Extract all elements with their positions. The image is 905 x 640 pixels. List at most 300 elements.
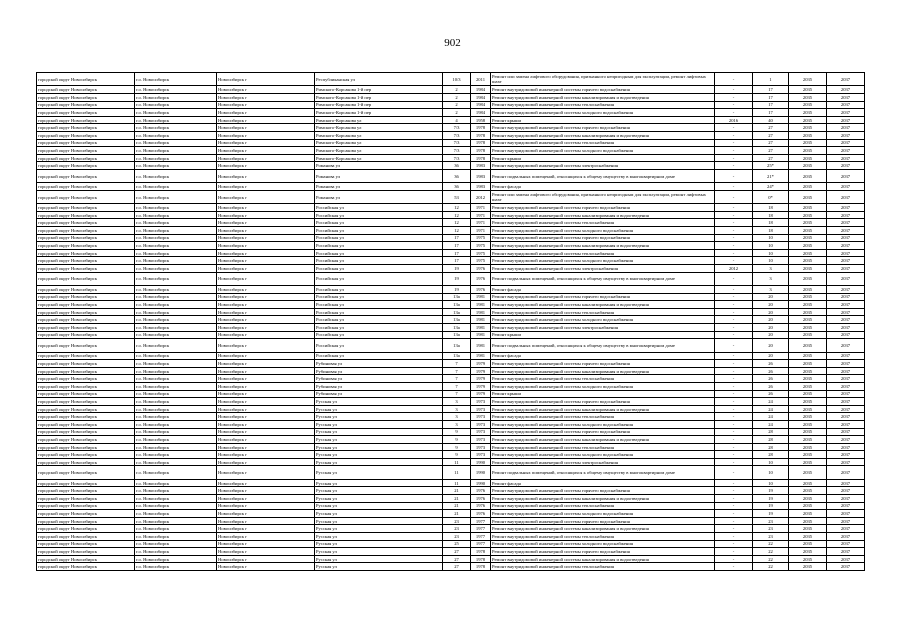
last-repair-year-cell: - <box>715 101 753 109</box>
build-year-cell: 1977 <box>471 525 491 533</box>
district-cell: городской округ Новосибирск <box>37 517 135 525</box>
build-year-cell: 1981 <box>471 339 491 352</box>
table-row <box>37 382 865 390</box>
work-type-cell: Ремонт внутридомовой инженерной системы горячего водоснабжения <box>491 398 715 406</box>
wear-percent-cell: 0* <box>753 190 789 203</box>
wear-percent-cell: 19 <box>753 487 789 495</box>
last-repair-year-cell: - <box>715 495 753 503</box>
period-end-cell: 2037 <box>827 390 865 398</box>
period-start-cell: 2035 <box>789 93 827 101</box>
district-cell: городской округ Новосибирск <box>37 93 135 101</box>
city-cell: Новосибирск г <box>217 257 315 265</box>
period-end-cell: 2037 <box>827 227 865 235</box>
table-row <box>37 211 865 219</box>
wear-percent-cell: 10 <box>753 479 789 487</box>
last-repair-year-cell: - <box>715 339 753 352</box>
last-repair-year-cell: - <box>715 234 753 242</box>
last-repair-year-cell: - <box>715 533 753 541</box>
table-row <box>37 510 865 518</box>
last-repair-year-cell: - <box>715 324 753 332</box>
build-year-cell: 1971 <box>471 211 491 219</box>
build-year-cell: 1978 <box>471 548 491 556</box>
settlement-cell: г.о. Новосибирск <box>135 466 217 479</box>
table-row <box>37 331 865 339</box>
table-row <box>37 555 865 563</box>
wear-percent-cell: 17 <box>753 109 789 117</box>
period-end-cell: 2037 <box>827 101 865 109</box>
period-end-cell: 2037 <box>827 540 865 548</box>
period-start-cell: 2035 <box>789 331 827 339</box>
city-cell: Новосибирск г <box>217 308 315 316</box>
last-repair-year-cell: - <box>715 510 753 518</box>
district-cell: городской округ Новосибирск <box>37 487 135 495</box>
work-type-cell: Ремонт внутридомовой инженерной системы электроснабжения <box>491 324 715 332</box>
last-repair-year-cell: - <box>715 316 753 324</box>
build-year-cell: 2012 <box>471 190 491 203</box>
table-row <box>37 265 865 273</box>
work-type-cell: Ремонт внутридомовой инженерной системы теплоснабжения <box>491 375 715 383</box>
district-cell: городской округ Новосибирск <box>37 227 135 235</box>
street-cell: Русская ул <box>315 540 443 548</box>
table-row <box>37 451 865 459</box>
period-end-cell: 2037 <box>827 86 865 94</box>
period-start-cell: 2035 <box>789 367 827 375</box>
period-end-cell: 2037 <box>827 204 865 212</box>
settlement-cell: г.о. Новосибирск <box>135 339 217 352</box>
settlement-cell: г.о. Новосибирск <box>135 420 217 428</box>
wear-percent-cell: 28 <box>753 443 789 451</box>
period-start-cell: 2035 <box>789 257 827 265</box>
period-start-cell: 2035 <box>789 548 827 556</box>
period-start-cell: 2035 <box>789 211 827 219</box>
street-cell: Русская ул <box>315 466 443 479</box>
wear-percent-cell: 27 <box>753 154 789 162</box>
period-start-cell: 2035 <box>789 162 827 170</box>
city-cell: Новосибирск г <box>217 131 315 139</box>
table-row <box>37 339 865 352</box>
period-start-cell: 2035 <box>789 301 827 309</box>
wear-percent-cell: 26 <box>753 360 789 368</box>
work-type-cell: Ремонт внутридомовой инженерной системы теплоснабжения <box>491 563 715 571</box>
period-start-cell: 2035 <box>789 517 827 525</box>
settlement-cell: г.о. Новосибирск <box>135 428 217 436</box>
period-start-cell: 2035 <box>789 286 827 294</box>
last-repair-year-cell: - <box>715 479 753 487</box>
build-year-cell: 1973 <box>471 451 491 459</box>
period-end-cell: 2037 <box>827 162 865 170</box>
street-cell: Русская ул <box>315 436 443 444</box>
period-start-cell: 2035 <box>789 466 827 479</box>
period-start-cell: 2035 <box>789 479 827 487</box>
work-type-cell: Ремонт внутридомовой инженерной системы горячего водоснабжения <box>491 204 715 212</box>
city-cell: Новосибирск г <box>217 154 315 162</box>
wear-percent-cell: 20 <box>753 324 789 332</box>
last-repair-year-cell: - <box>715 502 753 510</box>
period-start-cell: 2035 <box>789 234 827 242</box>
period-start-cell: 2035 <box>789 190 827 203</box>
build-year-cell: 1973 <box>471 443 491 451</box>
street-cell: Рубиновая ул <box>315 390 443 398</box>
house-number-cell: 13а <box>443 308 471 316</box>
build-year-cell: 1975 <box>471 257 491 265</box>
wear-percent-cell: 22 <box>753 548 789 556</box>
table-row <box>37 420 865 428</box>
district-cell: городской округ Новосибирск <box>37 466 135 479</box>
settlement-cell: г.о. Новосибирск <box>135 265 217 273</box>
last-repair-year-cell: - <box>715 451 753 459</box>
district-cell: городской округ Новосибирск <box>37 413 135 421</box>
city-cell: Новосибирск г <box>217 420 315 428</box>
house-number-cell: 7/3 <box>443 131 471 139</box>
work-type-cell: Ремонт внутридомовой инженерной системы электроснабжения <box>491 265 715 273</box>
house-number-cell: 17 <box>443 249 471 257</box>
table-row <box>37 73 865 86</box>
house-number-cell: 11 <box>443 479 471 487</box>
table-row <box>37 405 865 413</box>
work-type-cell: Ремонт внутридомовой инженерной системы горячего водоснабжения <box>491 124 715 132</box>
settlement-cell: г.о. Новосибирск <box>135 555 217 563</box>
last-repair-year-cell: - <box>715 154 753 162</box>
build-year-cell: 1978 <box>471 139 491 147</box>
table-row <box>37 234 865 242</box>
house-number-cell: 19 <box>443 265 471 273</box>
city-cell: Новосибирск г <box>217 139 315 147</box>
district-cell: городской округ Новосибирск <box>37 265 135 273</box>
work-type-cell: Ремонт внутридомовой инженерной системы теплоснабжения <box>491 219 715 227</box>
table-row <box>37 86 865 94</box>
street-cell: Римского-Корсакова ул <box>315 154 443 162</box>
district-cell: городской округ Новосибирск <box>37 360 135 368</box>
wear-percent-cell: 27 <box>753 124 789 132</box>
city-cell: Новосибирск г <box>217 443 315 451</box>
period-end-cell: 2037 <box>827 249 865 257</box>
district-cell: городской округ Новосибирск <box>37 331 135 339</box>
work-type-cell: Ремонт внутридомовой инженерной системы канализирования и водоотведения <box>491 495 715 503</box>
table-row <box>37 124 865 132</box>
table-row <box>37 436 865 444</box>
district-cell: городской округ Новосибирск <box>37 405 135 413</box>
district-cell: городской округ Новосибирск <box>37 451 135 459</box>
wear-percent-cell: 19 <box>753 495 789 503</box>
city-cell: Новосибирск г <box>217 451 315 459</box>
house-number-cell: 27 <box>443 555 471 563</box>
wear-percent-cell: 27 <box>753 147 789 155</box>
house-number-cell: 36 <box>443 183 471 191</box>
wear-percent-cell: 20 <box>753 293 789 301</box>
work-type-cell: Ремонт фасада <box>491 479 715 487</box>
build-year-cell: 1971 <box>471 227 491 235</box>
city-cell: Новосибирск г <box>217 525 315 533</box>
work-type-cell: Ремонт внутридомовой инженерной системы канализирования и водоотведения <box>491 242 715 250</box>
house-number-cell: 3 <box>443 405 471 413</box>
period-start-cell: 2035 <box>789 101 827 109</box>
period-end-cell: 2037 <box>827 286 865 294</box>
build-year-cell: 1978 <box>471 154 491 162</box>
wear-percent-cell: 28 <box>753 451 789 459</box>
settlement-cell: г.о. Новосибирск <box>135 101 217 109</box>
last-repair-year-cell: - <box>715 124 753 132</box>
period-end-cell: 2037 <box>827 219 865 227</box>
period-start-cell: 2035 <box>789 86 827 94</box>
last-repair-year-cell: - <box>715 249 753 257</box>
district-cell: городской округ Новосибирск <box>37 293 135 301</box>
last-repair-year-cell: - <box>715 93 753 101</box>
district-cell: городской округ Новосибирск <box>37 139 135 147</box>
table-row <box>37 533 865 541</box>
last-repair-year-cell: - <box>715 293 753 301</box>
city-cell: Новосибирск г <box>217 510 315 518</box>
wear-percent-cell: 18 <box>753 204 789 212</box>
period-start-cell: 2035 <box>789 324 827 332</box>
house-number-cell: 27 <box>443 548 471 556</box>
table-row <box>37 324 865 332</box>
build-year-cell: 1973 <box>471 413 491 421</box>
table-row <box>37 502 865 510</box>
period-end-cell: 2037 <box>827 257 865 265</box>
house-number-cell: 11 <box>443 466 471 479</box>
settlement-cell: г.о. Новосибирск <box>135 517 217 525</box>
period-end-cell: 2037 <box>827 436 865 444</box>
settlement-cell: г.о. Новосибирск <box>135 93 217 101</box>
city-cell: Новосибирск г <box>217 124 315 132</box>
wear-percent-cell: 40 <box>753 116 789 124</box>
build-year-cell: 1981 <box>471 301 491 309</box>
settlement-cell: г.о. Новосибирск <box>135 367 217 375</box>
settlement-cell: г.о. Новосибирск <box>135 162 217 170</box>
street-cell: Романова ул <box>315 183 443 191</box>
city-cell: Новосибирск г <box>217 413 315 421</box>
repair-schedule-table <box>36 72 865 571</box>
table-row <box>37 227 865 235</box>
district-cell: городской округ Новосибирск <box>37 109 135 117</box>
build-year-cell: 1979 <box>471 360 491 368</box>
period-end-cell: 2037 <box>827 479 865 487</box>
house-number-cell: 13а <box>443 293 471 301</box>
house-number-cell: 25 <box>443 540 471 548</box>
build-year-cell: 1981 <box>471 324 491 332</box>
settlement-cell: г.о. Новосибирск <box>135 502 217 510</box>
last-repair-year-cell: - <box>715 286 753 294</box>
table-row <box>37 563 865 571</box>
house-number-cell: 10/3 <box>443 73 471 86</box>
table-row <box>37 375 865 383</box>
period-end-cell: 2037 <box>827 555 865 563</box>
work-type-cell: Ремонт внутридомовой инженерной системы холодного водоснабжения <box>491 316 715 324</box>
period-start-cell: 2035 <box>789 73 827 86</box>
settlement-cell: г.о. Новосибирск <box>135 525 217 533</box>
work-type-cell: Ремонт внутридомовой инженерной системы горячего водоснабжения <box>491 548 715 556</box>
district-cell: городской округ Новосибирск <box>37 495 135 503</box>
work-type-cell: Ремонт внутридомовой инженерной системы холодного водоснабжения <box>491 109 715 117</box>
period-end-cell: 2037 <box>827 316 865 324</box>
period-end-cell: 2037 <box>827 451 865 459</box>
city-cell: Новосибирск г <box>217 73 315 86</box>
district-cell: городской округ Новосибирск <box>37 116 135 124</box>
last-repair-year-cell: - <box>715 242 753 250</box>
street-cell: Романова ул <box>315 162 443 170</box>
table-row <box>37 147 865 155</box>
last-repair-year-cell: - <box>715 272 753 285</box>
street-cell: Российская ул <box>315 257 443 265</box>
settlement-cell: г.о. Новосибирск <box>135 219 217 227</box>
last-repair-year-cell: - <box>715 540 753 548</box>
settlement-cell: г.о. Новосибирск <box>135 301 217 309</box>
settlement-cell: г.о. Новосибирск <box>135 73 217 86</box>
house-number-cell: 23 <box>443 533 471 541</box>
work-type-cell: Ремонт внутридомовой инженерной системы горячего водоснабжения <box>491 428 715 436</box>
house-number-cell: 12 <box>443 204 471 212</box>
period-start-cell: 2035 <box>789 154 827 162</box>
work-type-cell: Ремонт внутридомовой инженерной системы горячего водоснабжения <box>491 517 715 525</box>
house-number-cell: 36 <box>443 162 471 170</box>
period-start-cell: 2035 <box>789 139 827 147</box>
period-start-cell: 2035 <box>789 540 827 548</box>
district-cell: городской округ Новосибирск <box>37 219 135 227</box>
district-cell: городской округ Новосибирск <box>37 249 135 257</box>
work-type-cell: Ремонт фасада <box>491 183 715 191</box>
table-row <box>37 316 865 324</box>
city-cell: Новосибирск г <box>217 316 315 324</box>
city-cell: Новосибирск г <box>217 540 315 548</box>
settlement-cell: г.о. Новосибирск <box>135 405 217 413</box>
period-start-cell: 2035 <box>789 502 827 510</box>
settlement-cell: г.о. Новосибирск <box>135 190 217 203</box>
work-type-cell: Ремонт внутридомовой инженерной системы горячего водоснабжения <box>491 293 715 301</box>
period-start-cell: 2035 <box>789 293 827 301</box>
wear-percent-cell: 17 <box>753 93 789 101</box>
house-number-cell: 53 <box>443 190 471 203</box>
settlement-cell: г.о. Новосибирск <box>135 563 217 571</box>
settlement-cell: г.о. Новосибирск <box>135 139 217 147</box>
period-start-cell: 2035 <box>789 249 827 257</box>
settlement-cell: г.о. Новосибирск <box>135 443 217 451</box>
street-cell: Римского-Корсакова ул <box>315 131 443 139</box>
period-end-cell: 2037 <box>827 405 865 413</box>
street-cell: Русская ул <box>315 555 443 563</box>
street-cell: Римского-Корсакова ул <box>315 147 443 155</box>
city-cell: Новосибирск г <box>217 405 315 413</box>
period-end-cell: 2037 <box>827 93 865 101</box>
city-cell: Новосибирск г <box>217 227 315 235</box>
house-number-cell: 21 <box>443 510 471 518</box>
period-start-cell: 2035 <box>789 131 827 139</box>
settlement-cell: г.о. Новосибирск <box>135 116 217 124</box>
settlement-cell: г.о. Новосибирск <box>135 147 217 155</box>
settlement-cell: г.о. Новосибирск <box>135 533 217 541</box>
last-repair-year-cell: - <box>715 162 753 170</box>
house-number-cell: 21 <box>443 502 471 510</box>
wear-percent-cell: 22 <box>753 563 789 571</box>
wear-percent-cell: 27 <box>753 139 789 147</box>
street-cell: Российская ул <box>315 293 443 301</box>
last-repair-year-cell: - <box>715 555 753 563</box>
city-cell: Новосибирск г <box>217 162 315 170</box>
wear-percent-cell: 3 <box>753 272 789 285</box>
district-cell: городской округ Новосибирск <box>37 458 135 466</box>
period-end-cell: 2037 <box>827 413 865 421</box>
table-row <box>37 272 865 285</box>
table-row <box>37 413 865 421</box>
city-cell: Новосибирск г <box>217 563 315 571</box>
street-cell: Русская ул <box>315 533 443 541</box>
district-cell: городской округ Новосибирск <box>37 436 135 444</box>
last-repair-year-cell: - <box>715 257 753 265</box>
street-cell: Русская ул <box>315 405 443 413</box>
street-cell: Римского-Корсакова 1-й пер <box>315 86 443 94</box>
wear-percent-cell: 28 <box>753 436 789 444</box>
street-cell: Римского-Корсакова 1-й пер <box>315 93 443 101</box>
wear-percent-cell: 24 <box>753 413 789 421</box>
last-repair-year-cell: - <box>715 139 753 147</box>
wear-percent-cell: 10 <box>753 249 789 257</box>
period-start-cell: 2035 <box>789 563 827 571</box>
table-row <box>37 487 865 495</box>
city-cell: Новосибирск г <box>217 190 315 203</box>
district-cell: городской округ Новосибирск <box>37 382 135 390</box>
work-type-cell: Ремонт внутридомовой инженерной системы теплоснабжения <box>491 139 715 147</box>
house-number-cell: 27 <box>443 563 471 571</box>
wear-percent-cell: 10 <box>753 458 789 466</box>
build-year-cell: 1984 <box>471 93 491 101</box>
house-number-cell: 2 <box>443 109 471 117</box>
house-number-cell: 7/3 <box>443 124 471 132</box>
period-end-cell: 2037 <box>827 308 865 316</box>
district-cell: городской округ Новосибирск <box>37 443 135 451</box>
last-repair-year-cell: 2012 <box>715 265 753 273</box>
city-cell: Новосибирск г <box>217 436 315 444</box>
wear-percent-cell: 24* <box>753 183 789 191</box>
period-end-cell: 2037 <box>827 502 865 510</box>
city-cell: Новосибирск г <box>217 458 315 466</box>
house-number-cell: 7 <box>443 382 471 390</box>
street-cell: Русская ул <box>315 517 443 525</box>
settlement-cell: г.о. Новосибирск <box>135 540 217 548</box>
settlement-cell: г.о. Новосибирск <box>135 286 217 294</box>
period-start-cell: 2035 <box>789 555 827 563</box>
build-year-cell: 1976 <box>471 502 491 510</box>
table-row <box>37 352 865 360</box>
house-number-cell: 4 <box>443 116 471 124</box>
table-row <box>37 360 865 368</box>
settlement-cell: г.о. Новосибирск <box>135 436 217 444</box>
work-type-cell: Ремонт внутридомовой инженерной системы холодного водоснабжения <box>491 451 715 459</box>
period-start-cell: 2035 <box>789 533 827 541</box>
settlement-cell: г.о. Новосибирск <box>135 324 217 332</box>
period-start-cell: 2035 <box>789 124 827 132</box>
period-end-cell: 2037 <box>827 352 865 360</box>
page-number: 902 <box>444 37 461 49</box>
build-year-cell: 1976 <box>471 487 491 495</box>
district-cell: городской округ Новосибирск <box>37 73 135 86</box>
settlement-cell: г.о. Новосибирск <box>135 154 217 162</box>
city-cell: Новосибирск г <box>217 265 315 273</box>
city-cell: Новосибирск г <box>217 147 315 155</box>
last-repair-year-cell: - <box>715 563 753 571</box>
street-cell: Русская ул <box>315 443 443 451</box>
wear-percent-cell: 28 <box>753 428 789 436</box>
last-repair-year-cell: - <box>715 73 753 86</box>
build-year-cell: 1981 <box>471 308 491 316</box>
period-end-cell: 2037 <box>827 116 865 124</box>
district-cell: городской округ Новосибирск <box>37 510 135 518</box>
wear-percent-cell: 23 <box>753 525 789 533</box>
district-cell: городской округ Новосибирск <box>37 316 135 324</box>
street-cell: Российская ул <box>315 219 443 227</box>
house-number-cell: 12 <box>443 211 471 219</box>
work-type-cell: Ремонт фасада <box>491 286 715 294</box>
period-end-cell: 2037 <box>827 533 865 541</box>
wear-percent-cell: 26 <box>753 375 789 383</box>
